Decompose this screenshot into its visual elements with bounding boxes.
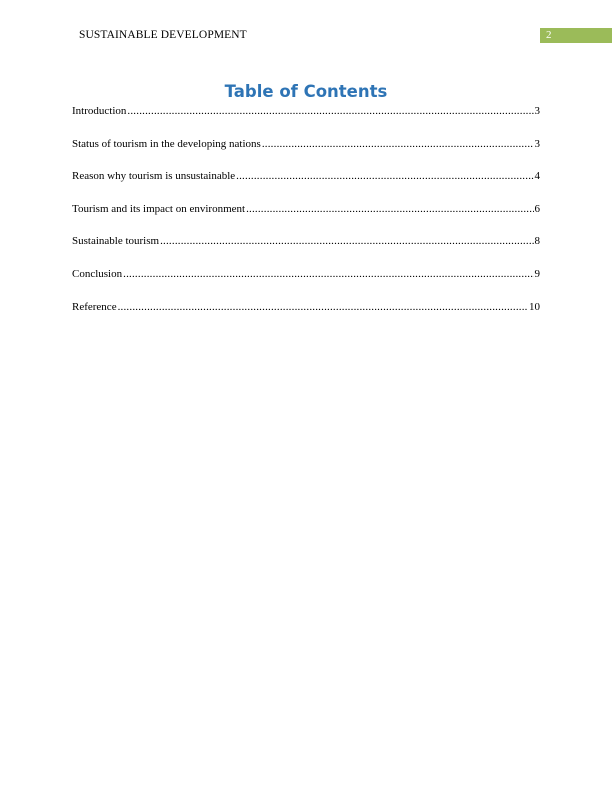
toc-entry-conclusion[interactable] (72, 267, 540, 300)
toc-entry-impact-environment[interactable] (72, 202, 540, 235)
toc-entry-sustainable-tourism[interactable] (72, 234, 540, 267)
page-number-badge (540, 28, 612, 43)
toc-entry-page: 3 (534, 137, 540, 150)
toc-dot-leader (236, 169, 533, 183)
toc-entry-page: 10 (529, 300, 540, 313)
toc-entry-page: 3 (534, 105, 540, 117)
toc-entry-status-of-tourism[interactable] (72, 137, 540, 170)
toc-entry-reason-unsustainable[interactable] (72, 169, 540, 202)
toc-entry-page: 6 (534, 202, 540, 215)
toc-entry-label: Sustainable tourism (72, 235, 160, 248)
toc-entry-label: Reason why tourism is unsustainable (72, 170, 236, 183)
toc-entry-label: Tourism and its impact on environment (72, 202, 246, 215)
toc-entry-label: Introduction (72, 105, 127, 117)
running-header: SUSTAINABLE DEVELOPMENT (79, 29, 247, 41)
toc-dot-leader (127, 104, 533, 118)
toc-entry-introduction[interactable] (72, 104, 540, 137)
toc-dot-leader (160, 234, 533, 248)
page-number: 2 (546, 29, 552, 41)
toc-entry-page: 8 (534, 235, 540, 248)
toc-title: Table of Contents (224, 82, 388, 101)
toc-dot-leader (118, 300, 528, 314)
toc-entry-page: 4 (534, 170, 540, 183)
toc-entry-label: Status of tourism in the developing nations (72, 137, 261, 150)
toc-entry-reference[interactable] (72, 300, 540, 333)
toc-entry-page: 9 (534, 267, 540, 280)
toc-list (72, 104, 540, 332)
toc-dot-leader (123, 267, 533, 281)
toc-dot-leader (262, 137, 534, 151)
toc-entry-label: Conclusion (72, 267, 123, 280)
toc-dot-leader (246, 202, 533, 216)
toc-entry-label: Reference (72, 300, 117, 313)
